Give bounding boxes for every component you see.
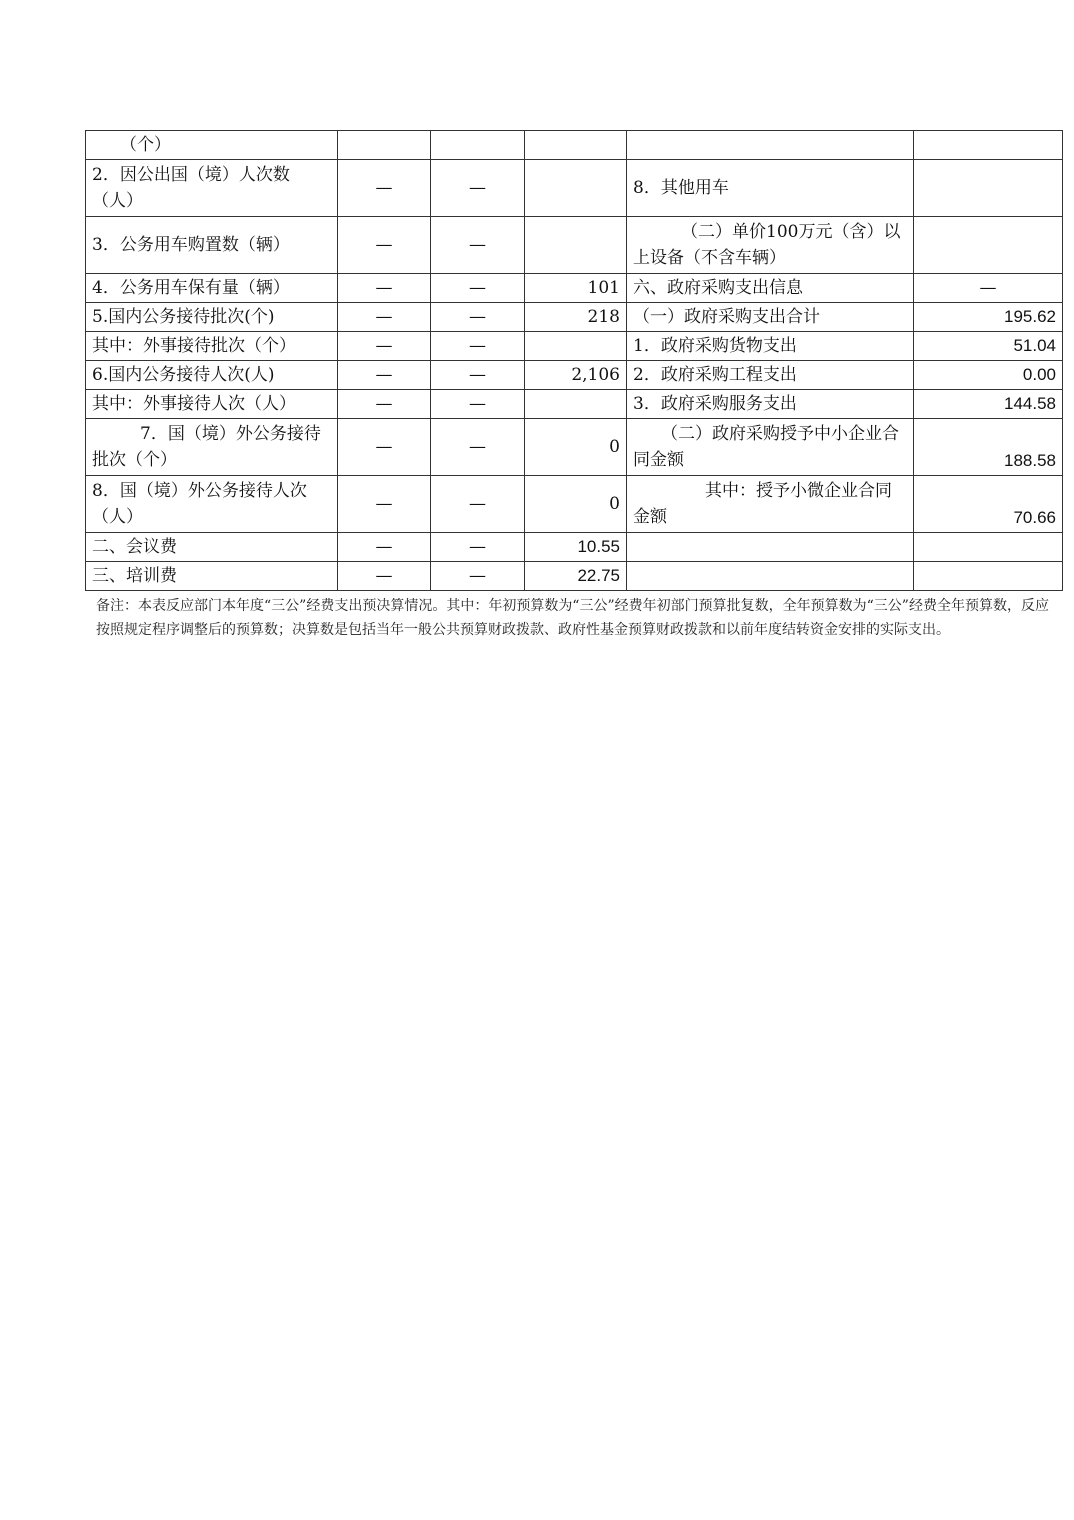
full-year-budget-cell: —	[431, 533, 525, 562]
initial-budget-cell: —	[338, 361, 431, 390]
right-value	[914, 131, 1063, 160]
initial-budget-cell: —	[338, 476, 431, 533]
full-year-budget-cell: —	[431, 361, 525, 390]
full-year-budget-cell	[431, 131, 525, 160]
table-row	[86, 303, 1063, 332]
initial-budget-cell: —	[338, 390, 431, 419]
table-note: 备注：本表反应部门本年度“三公”经费支出预决算情况。其中：年初预算数为“三公”经费年初部门预算批复数，全年预算数为“三公”经费全年预算数，反应按照规定程序调整后的预算数；决算数是包括当年一般公共预算财政拨款、政府性基金预算财政拨款和以前年度结转资金安排的实际支出。	[96, 598, 1049, 638]
table-row	[86, 419, 1063, 476]
row-label: 二、会议费	[86, 533, 338, 562]
right-value	[914, 533, 1063, 562]
right-value: 0.00	[914, 361, 1063, 390]
row-label: 其中：外事接待批次（个）	[86, 332, 338, 361]
right-label: 2．政府采购工程支出	[627, 361, 914, 390]
initial-budget-cell: —	[338, 419, 431, 476]
right-value: —	[914, 274, 1063, 303]
final-account-cell	[525, 390, 627, 419]
final-account-cell: 101	[525, 274, 627, 303]
right-value: 70.66	[914, 476, 1063, 533]
full-year-budget-cell: —	[431, 160, 525, 217]
full-year-budget-cell: —	[431, 390, 525, 419]
initial-budget-cell: —	[338, 217, 431, 274]
initial-budget-cell: —	[338, 160, 431, 217]
row-label: 2．因公出国（境）人次数（人）	[86, 160, 338, 217]
right-label: 其中：授予小微企业合同金额	[627, 476, 914, 533]
right-value	[914, 562, 1063, 591]
right-label: 六、政府采购支出信息	[627, 274, 914, 303]
table-row	[86, 160, 1063, 217]
full-year-budget-cell: —	[431, 476, 525, 533]
right-value: 188.58	[914, 419, 1063, 476]
initial-budget-cell: —	[338, 303, 431, 332]
right-label	[627, 131, 914, 160]
final-account-cell	[525, 332, 627, 361]
right-label: （二）政府采购授予中小企业合同金额	[627, 419, 914, 476]
three-public-expenses-table	[85, 130, 1063, 591]
table-row	[86, 533, 1063, 562]
full-year-budget-cell: —	[431, 332, 525, 361]
table-row	[86, 131, 1063, 160]
table-row	[86, 361, 1063, 390]
full-year-budget-cell: —	[431, 303, 525, 332]
right-value	[914, 217, 1063, 274]
final-account-cell: 0	[525, 419, 627, 476]
final-account-cell: 10.55	[525, 533, 627, 562]
final-account-cell: 2,106	[525, 361, 627, 390]
initial-budget-cell	[338, 131, 431, 160]
table-row	[86, 274, 1063, 303]
table-row	[86, 217, 1063, 274]
table-row	[86, 562, 1063, 591]
final-account-cell: 0	[525, 476, 627, 533]
initial-budget-cell: —	[338, 533, 431, 562]
full-year-budget-cell: —	[431, 419, 525, 476]
table-row	[86, 476, 1063, 533]
row-label: 7．国（境）外公务接待批次（个）	[86, 419, 338, 476]
initial-budget-cell: —	[338, 332, 431, 361]
final-account-cell	[525, 160, 627, 217]
final-account-cell	[525, 217, 627, 274]
right-label: （二）单价100万元（含）以上设备（不含车辆）	[627, 217, 914, 274]
right-value	[914, 160, 1063, 217]
right-label: 3．政府采购服务支出	[627, 390, 914, 419]
right-value: 51.04	[914, 332, 1063, 361]
right-label: 8．其他用车	[627, 160, 914, 217]
right-label	[627, 533, 914, 562]
right-label	[627, 562, 914, 591]
full-year-budget-cell: —	[431, 274, 525, 303]
initial-budget-cell: —	[338, 274, 431, 303]
row-label: 5.国内公务接待批次(个)	[86, 303, 338, 332]
final-account-cell: 218	[525, 303, 627, 332]
right-label: 1．政府采购货物支出	[627, 332, 914, 361]
row-label: 其中：外事接待人次（人）	[86, 390, 338, 419]
row-label: 8．国（境）外公务接待人次（人）	[86, 476, 338, 533]
right-label: （一）政府采购支出合计	[627, 303, 914, 332]
final-account-cell: 22.75	[525, 562, 627, 591]
initial-budget-cell: —	[338, 562, 431, 591]
right-value: 144.58	[914, 390, 1063, 419]
right-value: 195.62	[914, 303, 1063, 332]
table-row	[86, 332, 1063, 361]
row-label: （个）	[86, 131, 338, 160]
row-label: 4．公务用车保有量（辆）	[86, 274, 338, 303]
table-row	[86, 390, 1063, 419]
row-label: 三、培训费	[86, 562, 338, 591]
full-year-budget-cell: —	[431, 217, 525, 274]
row-label: 3．公务用车购置数（辆）	[86, 217, 338, 274]
final-account-cell	[525, 131, 627, 160]
row-label: 6.国内公务接待人次(人)	[86, 361, 338, 390]
full-year-budget-cell: —	[431, 562, 525, 591]
